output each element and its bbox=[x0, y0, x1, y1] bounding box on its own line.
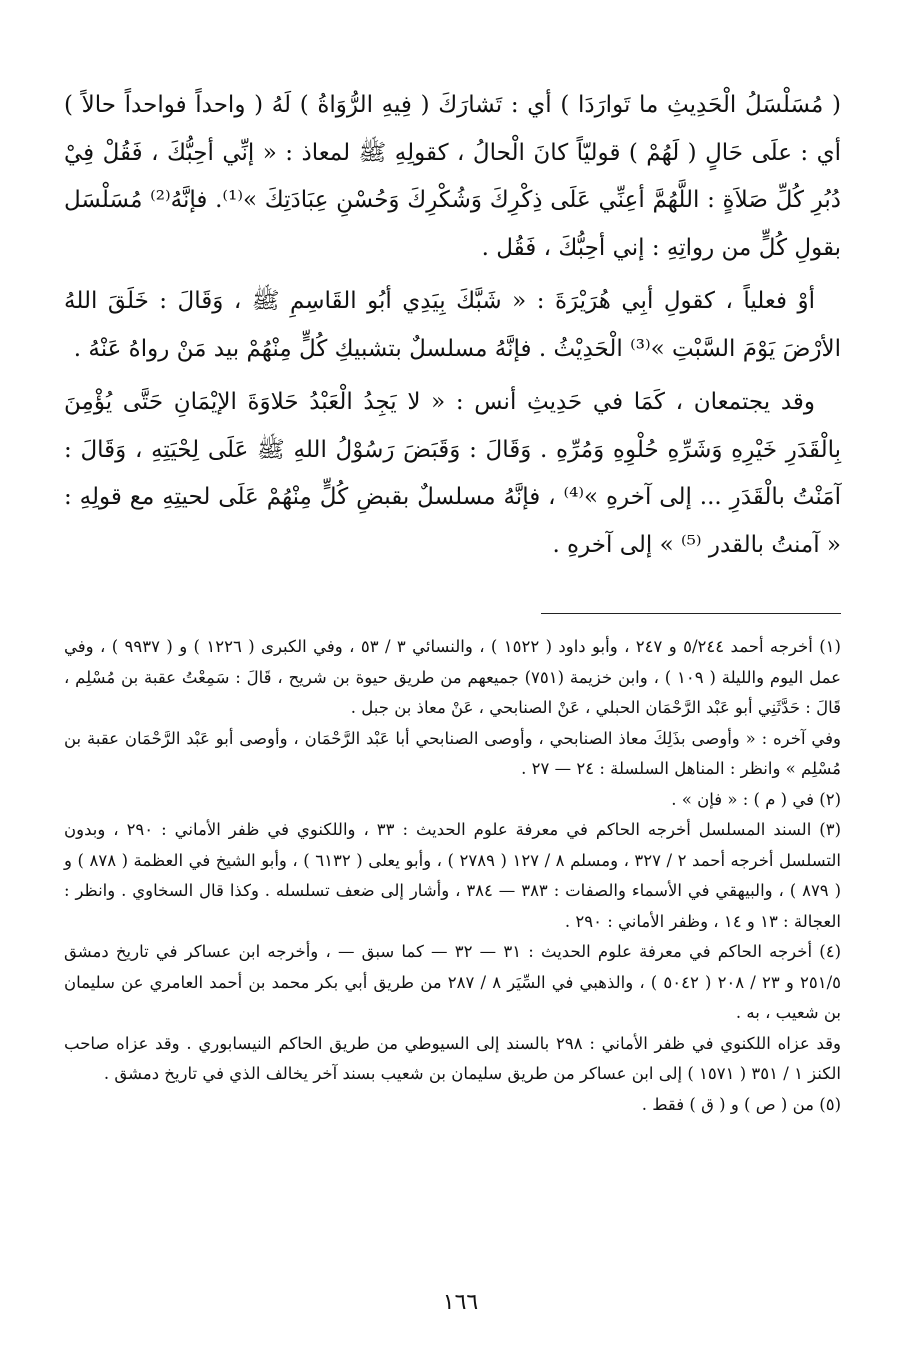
main-text bbox=[64, 82, 841, 569]
page-number: ١٦٦ bbox=[442, 1290, 479, 1315]
footnote-4-continuation: وقد عزاه اللكنوي في ظفر الأماني : ٢٩٨ بالسند إلى السيوطي من طريق الحاكم النيسابوري . وقد عزاه صاحب الكنز ١ / ٣٥١ ( ١٥٧١ ) إلى ابن عساكر من طريق سليمان بن شعيب بسند آخر يخالف الذي في تاريخ دمشق . bbox=[64, 1033, 842, 1083]
footnote-2: (٢) في ( م ) : « فإن » . bbox=[671, 789, 841, 809]
footnote-3: (٣) السند المسلسل أخرجه الحاكم في معرفة علوم الحديث : ٣٣ ، واللكنوي في ظفر الأماني : ٢٩٠ ، وبدون التسلسل أخرجه أحمد ٢ / ٣٢٧ ، ومسلم ٨ / ١٢٧ ( ٢٧٨٩ ) ، وأبو يعلى ( ٦١٣٢ ) ، وأبو الشيخ في العظمة ( ٨٧٨ ) و ( ٨٧٩ ) ، والبيهقي في الأسماء والصفات : ٣٨٣ — ٣٨٤ ، وأشار إلى ضعف تسلسله . وكذا قال السخاوي . وانظر : العجالة : ١٣ و ١٤ ، وظفر الأماني : ٢٩٠ . bbox=[64, 820, 842, 931]
footnotes bbox=[64, 632, 841, 1120]
footnote-4: (٤) أخرجه الحاكم في معرفة علوم الحديث : ٣١ — ٣٢ — كما سبق — ، وأخرجه ابن عساكر في تاريخ دمشق ٢٥١/٥ و ٢٣ / ٢٠٨ ( ٥٠٤٢ ) ، والذهبي في السِّيَر ٨ / ٢٨٧ من طريق أبي بكر محمد بن أحمد العامري عن سليمان بن شعيب ، به . bbox=[64, 942, 841, 1022]
footnote-separator bbox=[541, 613, 841, 614]
paragraph-3: وقد يجتمعان ، كَمَا في حَدِيثِ أنس : « لا يَجِدُ الْعَبْدُ حَلاوَةَ الإيْمَانِ حَتَّى يُؤْمِنَ بِالْقَدَرِ خَيْرِهِ وَشَرِّهِ حُلْوِهِ وَمُرِّهِ . وَقَالَ : وَقَبَضَ رَسُوْلُ اللهِ ﷺ عَلَى لِحْيَتِهِ ، وَقَالَ : آمَنْتُ بالْقَدَرِ ... إلى آخرهِ »⁽⁴⁾ ، فإنَّهُ مسلسلٌ بقبضِ كُلٍّ مِنْهُمْ عَلَى لحيتِهِ مع قولِهِ : « آمنتُ بالقدر ⁽⁵⁾ » إلى آخرهِ . bbox=[64, 389, 841, 558]
footnote-1: (١) أخرجه أحمد ٥/٢٤٤ و ٢٤٧ ، وأبو داود ( ١٥٢٢ ) ، والنسائي ٣ / ٥٣ ، وفي الكبرى ( ١٢٢٦ ) و ( ٩٩٣٧ ) ، وفي عمل اليوم والليلة ( ١٠٩ ) ، وابن خزيمة (٧٥١) جميعهم من طريق حيوة بن شريح ، قَالَ : سَمِعْتُ عقبة بن مُسْلِم ، قَالَ : حَدَّثَنِي أبو عَبْد الرَّحْمَان الحبلي ، عَنْ الصنابحي ، عَنْ معاذ بن جبل . bbox=[64, 637, 841, 717]
paragraph-2: أوْ فعلياً ، كقولِ أبِي هُرَيْرَةَ : « شَبَّكَ بِيَدِي أبُو القَاسِمِ ﷺ ، وَقَالَ : خَلَقَ اللهُ الأرْضَ يَوْمَ السَّبْتِ »⁽³⁾ الْحَدِيْثُ . فإنَّهُ مسلسلٌ بتشبيكِ كُلٍّ مِنْهُمْ بيد مَنْ رواهُ عَنْهُ . bbox=[64, 288, 841, 362]
footnote-5: (٥) من ( ص ) و ( ق ) فقط . bbox=[641, 1094, 841, 1114]
footnote-1-continuation: وفي آخره : « وأوصى بذَلِكَ معاذ الصنابحي ، وأوصى الصنابحي أبا عَبْد الرَّحْمَان ، وأوصى أبو عَبْد الرَّحْمَان عقبة بن مُسْلِم » وانظر : المناهل السلسلة : ٢٤ — ٢٧ . bbox=[64, 728, 841, 778]
paragraph-1: ( مُسَلْسَلُ الْحَدِيثِ ما تَوارَدَا ) أي : تَشارَكَ ( فِيهِ الرُّوَاةُ ) لَهُ ( واحداً فواحداً حالاً ) أي : علَى حَالٍ ( لَهُمْ ) قوليّاً كانَ الْحالُ ، كقولِهِ ﷺ لمعاذ : « إنِّي أحِبُّكَ ، فَقُلْ فِيْ دُبُرِ كُلِّ صَلاَةٍ : اللَّهُمَّ أعِنِّي عَلَى ذِكْرِكَ وَشُكْرِكَ وَحُسْنِ عِبَادَتِكَ »⁽¹⁾. فإنَّهُ⁽²⁾ مُسَلْسَل بقولِ كُلٍّ من رواتِهِ : إني أحِبُّكَ ، فَقُل . bbox=[64, 92, 842, 261]
